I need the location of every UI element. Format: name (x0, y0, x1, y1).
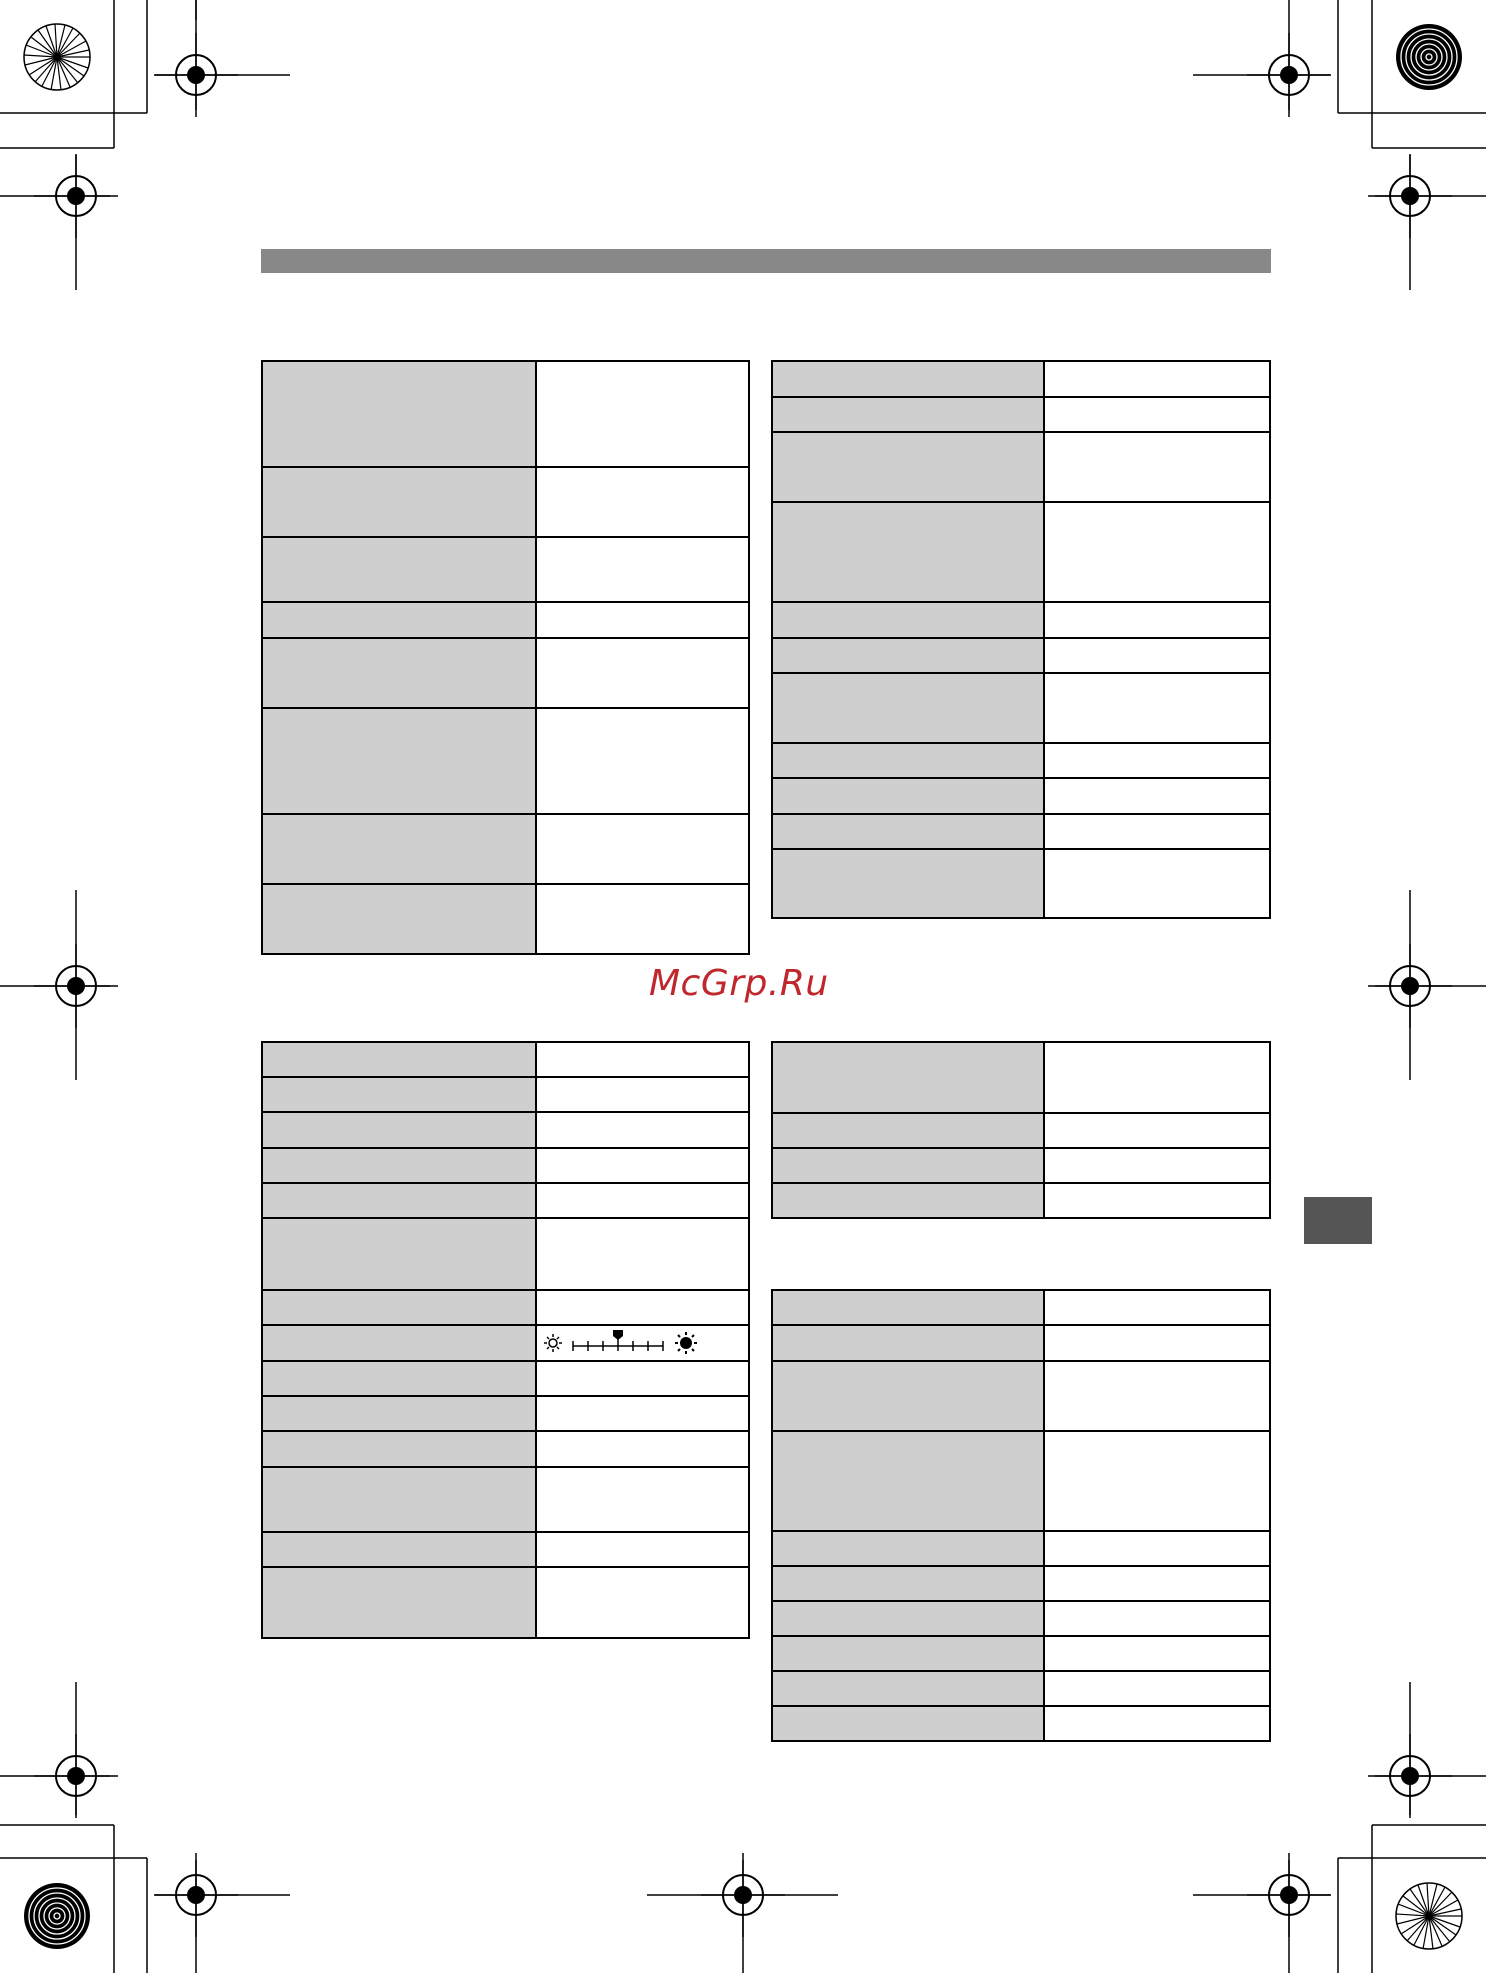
table-label-cell (772, 1325, 1044, 1361)
table-label-cell (772, 849, 1044, 918)
table-label-cell (772, 1601, 1044, 1636)
table-value-cell (1044, 432, 1270, 502)
table-value-cell (536, 537, 749, 602)
table-label-cell (262, 1361, 536, 1396)
table-value-cell (1044, 1042, 1270, 1113)
table-label-cell (772, 1183, 1044, 1218)
table-label-cell (772, 602, 1044, 638)
table-value-cell (536, 467, 749, 537)
table-value-cell (1044, 397, 1270, 432)
table-label-cell (772, 673, 1044, 743)
table-label-cell (262, 1148, 536, 1183)
table-label-cell (262, 1042, 536, 1077)
table-value-cell (536, 708, 749, 814)
table-label-cell (772, 1671, 1044, 1706)
table-value-cell (536, 638, 749, 708)
table-value-cell (1044, 1183, 1270, 1218)
table-label-cell (262, 1183, 536, 1218)
table-label-cell (262, 361, 536, 467)
table-label-cell (262, 1567, 536, 1638)
table-value-cell (536, 1361, 749, 1396)
spec-table-bottom-left (261, 1041, 750, 1639)
table-label-cell (772, 1148, 1044, 1183)
table-label-cell (772, 361, 1044, 397)
table-label-cell (772, 1113, 1044, 1148)
table-value-cell (1044, 602, 1270, 638)
table-value-cell (536, 884, 749, 954)
table-value-cell (536, 1042, 749, 1077)
brightness-value-cell (536, 1325, 749, 1361)
table-label-cell (262, 602, 536, 638)
section-tab (1304, 1197, 1372, 1244)
table-value-cell (1044, 1636, 1270, 1671)
table-value-cell (1044, 743, 1270, 778)
table-value-cell (536, 1148, 749, 1183)
spec-table-top-right (771, 360, 1271, 919)
table-label-cell (772, 638, 1044, 673)
table-value-cell (1044, 361, 1270, 397)
table-label-cell (262, 1467, 536, 1532)
table-label-cell (772, 1531, 1044, 1566)
table-value-cell (1044, 778, 1270, 814)
table-value-cell (1044, 1706, 1270, 1741)
table-value-cell (1044, 638, 1270, 673)
table-label-cell (262, 814, 536, 884)
spec-table-bottom-right (771, 1289, 1271, 1742)
table-value-cell (536, 1567, 749, 1638)
table-value-cell (1044, 1671, 1270, 1706)
table-label-cell (772, 1290, 1044, 1325)
table-value-cell (1044, 1431, 1270, 1531)
table-label-cell (262, 1112, 536, 1148)
table-label-cell (262, 1532, 536, 1567)
table-label-cell (262, 1325, 536, 1361)
table-label-cell (262, 1431, 536, 1467)
table-value-cell (536, 1467, 749, 1532)
table-value-cell (1044, 1361, 1270, 1431)
spec-table-middle-right (771, 1041, 1271, 1219)
table-label-cell (772, 1566, 1044, 1601)
table-label-cell (772, 1361, 1044, 1431)
table-label-cell (262, 1290, 536, 1325)
table-value-cell (536, 1532, 749, 1567)
table-value-cell (1044, 814, 1270, 849)
table-value-cell (1044, 1325, 1270, 1361)
table-value-cell (536, 1077, 749, 1112)
table-label-cell (772, 397, 1044, 432)
table-value-cell (1044, 1148, 1270, 1183)
table-value-cell (1044, 849, 1270, 918)
table-value-cell (536, 1112, 749, 1148)
table-value-cell (536, 1183, 749, 1218)
table-label-cell (262, 467, 536, 537)
table-label-cell (262, 1396, 536, 1431)
table-label-cell (262, 708, 536, 814)
table-label-cell (262, 638, 536, 708)
slider-marker-icon (613, 1330, 623, 1340)
table-value-cell (536, 1218, 749, 1290)
table-value-cell (536, 1396, 749, 1431)
table-label-cell (772, 502, 1044, 602)
table-label-cell (772, 432, 1044, 502)
brightness-high-icon (675, 1332, 697, 1354)
brightness-slider (541, 1328, 711, 1358)
table-label-cell (772, 1042, 1044, 1113)
table-label-cell (262, 884, 536, 954)
table-value-cell (536, 361, 749, 467)
table-label-cell (262, 537, 536, 602)
watermark: McGrp.Ru (649, 963, 829, 1004)
table-value-cell (1044, 1113, 1270, 1148)
table-value-cell (536, 1290, 749, 1325)
table-label-cell (772, 1636, 1044, 1671)
table-value-cell (1044, 1566, 1270, 1601)
header-bar (261, 249, 1271, 273)
table-label-cell (262, 1077, 536, 1112)
table-label-cell (772, 1706, 1044, 1741)
table-value-cell (1044, 502, 1270, 602)
table-label-cell (772, 814, 1044, 849)
spec-table-top-left (261, 360, 750, 955)
table-value-cell (1044, 1531, 1270, 1566)
table-label-cell (772, 743, 1044, 778)
table-value-cell (1044, 673, 1270, 743)
table-value-cell (536, 814, 749, 884)
table-label-cell (262, 1218, 536, 1290)
table-value-cell (1044, 1290, 1270, 1325)
table-value-cell (536, 602, 749, 638)
table-label-cell (772, 778, 1044, 814)
brightness-low-icon (544, 1334, 562, 1352)
table-value-cell (1044, 1601, 1270, 1636)
table-value-cell (536, 1431, 749, 1467)
table-label-cell (772, 1431, 1044, 1531)
